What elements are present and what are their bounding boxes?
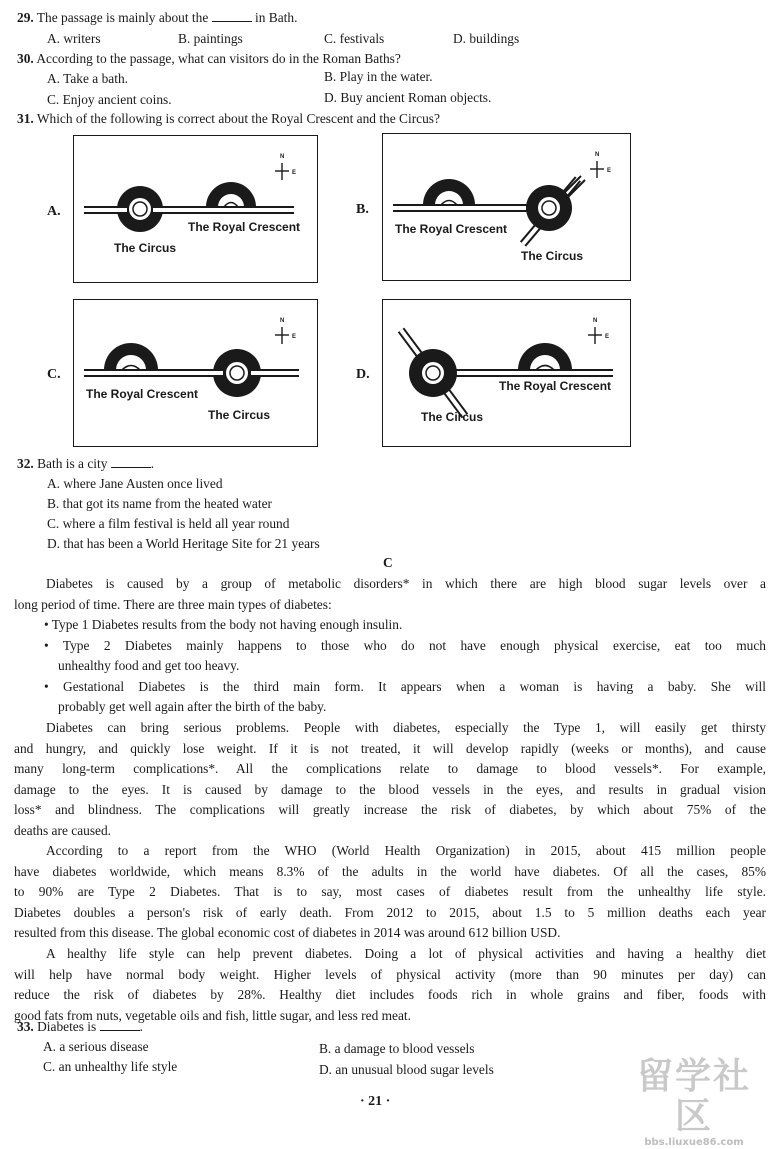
- option-c: C. festivals: [324, 31, 385, 46]
- answer-blank: [212, 11, 252, 22]
- label-circus: The Circus: [421, 410, 484, 424]
- label-circus: The Circus: [521, 249, 584, 263]
- compass-e: E: [292, 170, 297, 176]
- question-number: 33.: [17, 1019, 34, 1034]
- option-c: C. where a film festival is held all year round: [47, 516, 290, 531]
- text-line: loss* and blindness. The complications will greatly increase the risk of diabetes, by which about 75% of the: [14, 802, 766, 818]
- bullet-item-cont: probably get well again after the birth of the baby.: [58, 699, 327, 715]
- question-stem: The passage is mainly about the: [36, 10, 209, 25]
- text-line: will help have normal body weight. Higher levels of physical activity (more than 90 minutes per day) can: [14, 966, 766, 982]
- question-stem: Diabetes is: [37, 1019, 97, 1034]
- paragraph-2: [14, 718, 766, 842]
- question-32: [17, 456, 154, 472]
- label-royal-crescent: The Royal Crescent: [395, 222, 508, 236]
- label-royal-crescent: The Royal Crescent: [499, 379, 612, 393]
- watermark-logo: [619, 1056, 769, 1148]
- map-panel-d: [382, 299, 631, 447]
- bullet-item: • Type 2 Diabetes mainly happens to those who do not have enough physical exercise, eat too much: [44, 637, 766, 653]
- text-line: reduce the risk of diabetes by 28%. Healthy diet includes foods rich in whole grains and fiber, foods with: [14, 987, 766, 1003]
- section-heading: C: [383, 555, 393, 570]
- compass-e: E: [607, 168, 612, 174]
- bullet-item: • Type 1 Diabetes results from the body not having enough insulin.: [44, 617, 403, 632]
- text-line: resulted from this disease. The global economic cost of diabetes in 2014 was around 612 billion USD.: [14, 925, 561, 941]
- option-d: D. an unusual blood sugar levels: [319, 1062, 494, 1077]
- panel-d-letter: D.: [356, 367, 370, 382]
- label-circus: The Circus: [208, 408, 271, 422]
- option-a: A. Take a bath.: [47, 71, 128, 86]
- question-stem: Which of the following is correct about the Royal Crescent and the Circus?: [36, 111, 440, 126]
- label-circus: The Circus: [114, 241, 177, 255]
- bullet-list: [46, 615, 766, 718]
- text-line: to 90% are Type 2 Diabetes. That is to say, most cases of diabetes result from the unhealthy life style.: [14, 884, 766, 900]
- compass-n: N: [595, 152, 600, 158]
- text-line: According to a report from the WHO (World Health Organization) in 2015, about 415 million people: [46, 843, 766, 858]
- question-number: 31.: [17, 111, 34, 126]
- paragraph-4: [14, 944, 766, 1026]
- text-line: good fats from nuts, vegetable oils and fish, little sugar, and less red meat.: [14, 1007, 411, 1023]
- option-b: B. a damage to blood vessels: [319, 1041, 475, 1056]
- compass-n: N: [593, 318, 598, 324]
- question-stem: Bath is a city: [37, 456, 108, 471]
- map-c-svg: [74, 300, 317, 446]
- compass-e: E: [605, 334, 610, 340]
- text-line: Diabetes can bring serious problems. People with diabetes, especially the Type 1, will easily get thirsty: [46, 720, 766, 735]
- compass-n: N: [280, 154, 285, 160]
- panel-c-letter: C.: [47, 367, 61, 382]
- map-d-svg: [383, 300, 630, 446]
- question-31: [17, 111, 440, 127]
- compass-e: E: [292, 334, 297, 340]
- map-panel-a: [73, 135, 318, 283]
- answer-blank: [111, 457, 151, 468]
- map-panel-c: [73, 299, 318, 447]
- bullet-item: • Gestational Diabetes is the third main form. It appears when a woman is having a baby. She will: [44, 678, 766, 694]
- option-b: B. Play in the water.: [324, 69, 433, 84]
- paragraph-3: [14, 841, 766, 944]
- question-30: [17, 51, 401, 67]
- option-b: B. that got its name from the heated water: [47, 496, 272, 511]
- text-line: Diabetes is caused by a group of metabolic disorders* in which there are high blood sugar levels over a: [46, 576, 766, 591]
- answer-blank: [100, 1020, 140, 1031]
- option-c: C. an unhealthy life style: [43, 1059, 178, 1074]
- label-royal-crescent: The Royal Crescent: [86, 387, 199, 401]
- text-line: Diabetes doubles a person's risk of early death. From 2012 to 2015, about 1.5 to 5 million deaths each year: [14, 904, 766, 920]
- text-line: A healthy life style can help prevent diabetes. Doing a lot of physical activities and having a healthy diet: [46, 946, 766, 961]
- label-royal-crescent: The Royal Crescent: [188, 220, 301, 234]
- question-number: 32.: [17, 456, 34, 471]
- option-a: A. writers: [47, 31, 101, 46]
- question-stem-end: .: [139, 1019, 143, 1034]
- paragraph-1: [14, 574, 766, 615]
- option-d: D. Buy ancient Roman objects.: [324, 90, 492, 105]
- map-b-svg: [383, 134, 630, 280]
- question-29: [17, 10, 297, 26]
- text-line: damage to the eyes. It is caused by damage to the blood vessels in the eyes, and results in gradual vision: [14, 781, 766, 797]
- text-line: many long-term complications*. All the complications relate to damage to blood vessels*. For example,: [14, 761, 766, 777]
- question-stem: According to the passage, what can visitors do in the Roman Baths?: [36, 51, 401, 66]
- question-33: [17, 1019, 143, 1035]
- map-panel-b: [382, 133, 631, 281]
- text-line: have diabetes worldwide, which means 8.3% of the adults in the world have diabetes. Of all the cases, 85%: [14, 863, 766, 879]
- watermark-main: 留学社区: [636, 1056, 751, 1137]
- text-line: deaths are caused.: [14, 822, 112, 838]
- question-stem-end: in Bath.: [255, 10, 298, 25]
- option-a: A. a serious disease: [43, 1039, 149, 1054]
- question-stem-end: .: [150, 456, 155, 471]
- compass-n: N: [280, 318, 285, 324]
- option-c: C. Enjoy ancient coins.: [47, 92, 172, 107]
- watermark-url: bbs.liuxue86.com: [644, 1137, 744, 1148]
- panel-a-letter: A.: [47, 204, 61, 219]
- text-line: and hungry, and quickly lose weight. If it is not treated, it will develop rapidly (weeks or months), and cause: [14, 740, 766, 756]
- map-a-svg: [74, 136, 317, 282]
- option-b: B. paintings: [178, 31, 243, 46]
- option-d: D. buildings: [453, 31, 520, 46]
- question-number: 29.: [17, 10, 34, 25]
- option-d: D. that has been a World Heritage Site for 21 years: [47, 536, 320, 551]
- bullet-item-cont: unhealthy food and get too heavy.: [58, 658, 240, 674]
- option-a: A. where Jane Austen once lived: [47, 476, 223, 491]
- panel-b-letter: B.: [356, 202, 369, 217]
- text-line: long period of time. There are three main types of diabetes:: [14, 596, 332, 612]
- page-number: · 21 ·: [360, 1094, 391, 1109]
- question-number: 30.: [17, 51, 34, 66]
